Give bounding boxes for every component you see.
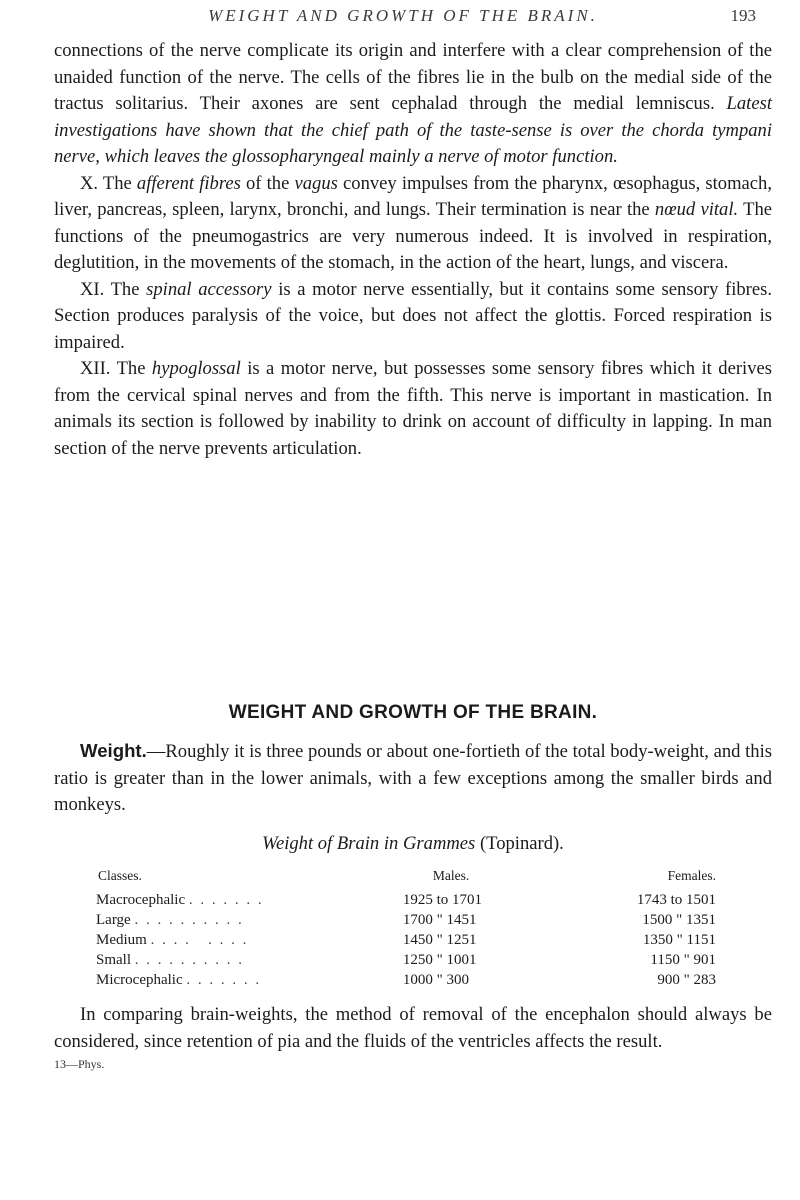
table-row	[96, 950, 716, 970]
dot-leader: . . . . . . . . . .	[134, 951, 245, 968]
table-row	[96, 910, 716, 930]
paragraph-glossopharyngeal-continued	[54, 38, 772, 171]
table-row	[96, 930, 716, 950]
dot-leader: . . . . . . .	[186, 971, 262, 988]
class-cell	[96, 910, 371, 930]
run-in-heading: Weight.	[80, 740, 147, 761]
females-cell: 1150 " 901	[650, 951, 716, 968]
paragraph-hypoglossal	[54, 356, 772, 462]
table-caption	[54, 833, 772, 855]
paragraph-vagus	[54, 171, 772, 277]
males-cell: 1250 " 1001	[402, 951, 477, 968]
running-title: WEIGHT AND GROWTH OF THE BRAIN.	[208, 6, 598, 25]
brain-weight-table	[96, 868, 716, 990]
table-header-row	[96, 868, 716, 890]
females-cell: 1743 to 1501	[636, 891, 716, 908]
dot-leader: . . . . . . . . . .	[134, 911, 244, 928]
header-classes: Classes.	[98, 868, 142, 883]
paragraph-weight	[54, 738, 772, 819]
body-text	[54, 38, 772, 462]
males-cell: 1700 " 1451	[402, 911, 477, 928]
italic-term: spinal accessory	[146, 278, 272, 300]
females-cell: 900 " 283	[657, 971, 716, 988]
section-heading: WEIGHT AND GROWTH OF THE BRAIN.	[228, 702, 598, 723]
caption-italic: Weight of Brain in Grammes	[262, 833, 476, 854]
class-label: Medium	[96, 931, 147, 948]
dot-leader: . . . . . . .	[188, 891, 264, 908]
males-cell: 1450 " 1251	[402, 931, 477, 948]
paragraph-text: convey impulses from the pharynx, œsophagus, stomach, liver, pancreas, spleen, larynx, bronchi, and lungs. Their termination is near the	[54, 172, 772, 220]
paragraph-spinal-accessory	[54, 277, 772, 357]
class-label: Macrocephalic	[96, 891, 186, 908]
class-label: Small	[96, 951, 132, 968]
italic-term: vagus	[294, 172, 338, 194]
females-cell: 1500 " 1351	[642, 911, 716, 928]
dot-leader: . . . . . . . .	[150, 931, 249, 948]
class-cell	[96, 930, 371, 950]
signature-mark: 13—Phys.	[54, 1057, 105, 1071]
running-head	[0, 4, 800, 30]
page-number: 193	[730, 6, 756, 25]
class-label: Microcephalic	[96, 971, 183, 988]
males-cell: 1925 to 1701	[402, 891, 483, 908]
paragraph-text: XII. The	[80, 358, 152, 379]
header-males: Males.	[432, 868, 470, 883]
italic-term: afferent fibres	[136, 172, 241, 194]
table-row	[96, 970, 716, 990]
class-cell	[96, 890, 371, 910]
paragraph-text: X. The	[80, 172, 137, 194]
class-cell	[96, 970, 371, 990]
italic-term: nœud vital.	[654, 199, 739, 220]
paragraph-text: XI. The	[80, 278, 147, 300]
class-label: Large	[96, 911, 131, 928]
table-row	[96, 890, 716, 910]
italic-term: hypoglossal	[151, 358, 241, 379]
paragraph-text: is a motor nerve, but possesses some sensory fibres which it derives from the cervical spinal nerves and from the fifth. This nerve is important in mastication. In animals its section is followed by inability to drink on account of difficulty in lapping. In man section of the nerve prevents articulation.	[54, 358, 772, 459]
paragraph-text: is a motor nerve essentially, but it contains some sensory fibres. Section produces paralysis of the voice, but does not affect the glottis. Forced respiration is impaired.	[54, 278, 772, 353]
females-cell: 1350 " 1151	[642, 931, 716, 948]
italic-emphasis: Latest investigations have shown that the chief path of the taste-sense is over the chorda tympani nerve, which leaves the glossopharyngeal mainly a nerve of motor function.	[54, 93, 772, 167]
caption-source: (Topinard).	[475, 833, 564, 854]
paragraph-comparing: In comparing brain-weights, the method of removal of the encephalon should always be considered, since retention of pia and the fluids of the ventricles affects the result.	[54, 1004, 772, 1052]
males-cell: 1000 " 300	[402, 971, 470, 988]
class-cell	[96, 950, 371, 970]
paragraph-text: of the	[240, 172, 295, 194]
paragraph-text: connections of the nerve complicate its origin and interfere with a clear comprehension of the unaided function of the nerve. The cells of the fibres lie in the bulb on the medial side of the tractus solitarius. Their axones are sent cephalad through the medial lemniscus.	[54, 40, 772, 114]
paragraph-text: —Roughly it is three pounds or about one-fortieth of the total body-weight, and this ratio is greater than in the lower animals, with a few exceptions among the smaller birds and monkeys.	[54, 741, 772, 815]
paragraph-text: The functions of the pneumogastrics are very numerous indeed. It is involved in respiration, deglutition, in the movements of the stomach, in the action of the heart, lungs, and viscera.	[54, 199, 772, 273]
header-females: Females.	[667, 868, 716, 883]
